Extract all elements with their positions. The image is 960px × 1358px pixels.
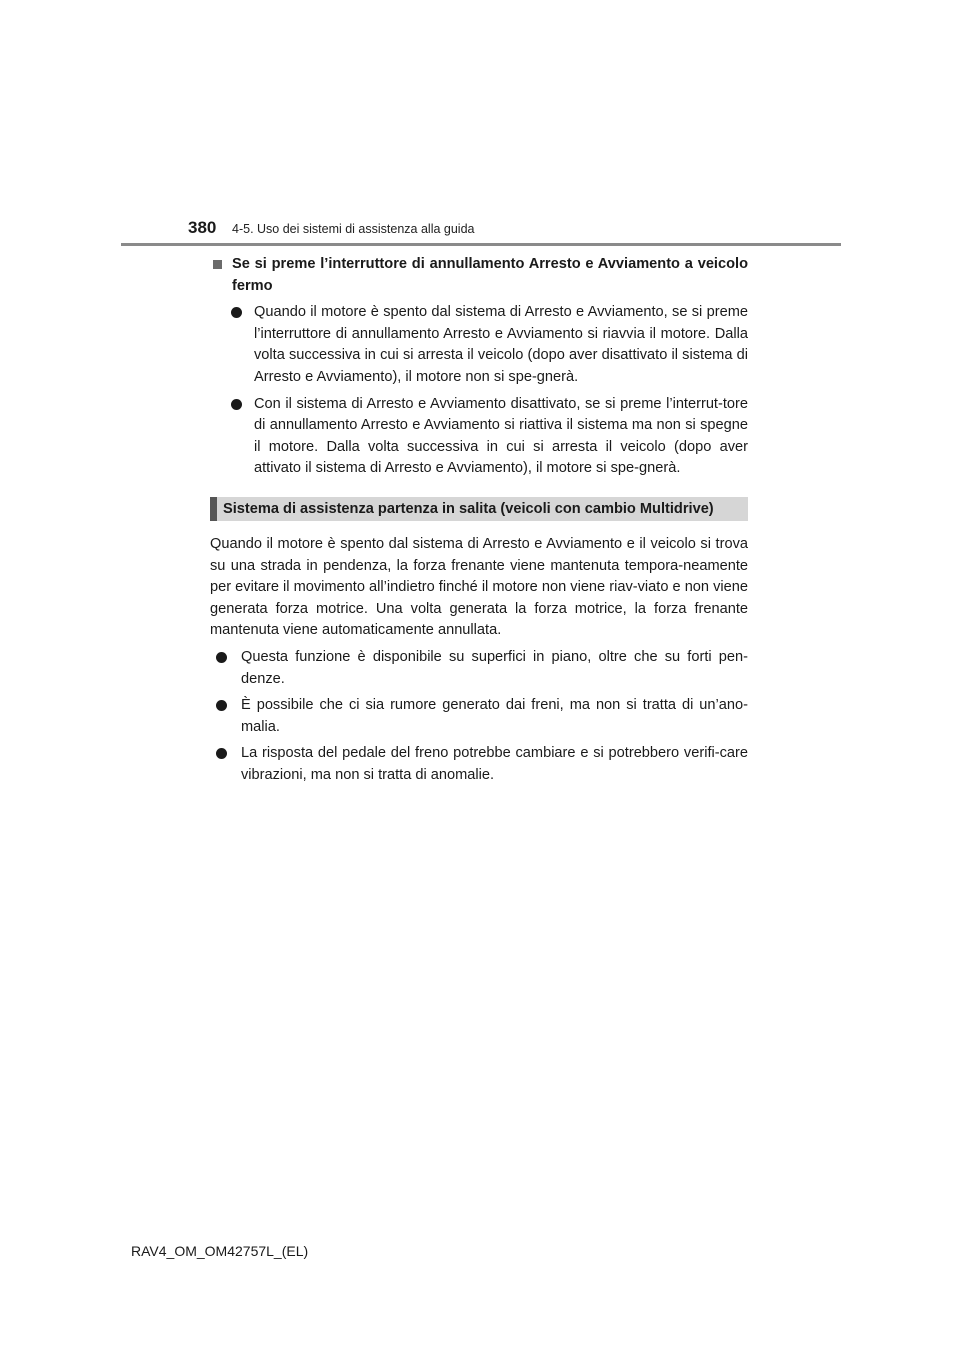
section-title: 4-5. Uso dei sistemi di assistenza alla guida xyxy=(232,222,475,236)
footer-doc-code: RAV4_OM_OM42757L_(EL) xyxy=(131,1243,309,1259)
bullet-dot-icon xyxy=(216,652,227,663)
list-item xyxy=(210,647,748,690)
list-item xyxy=(210,394,748,480)
list-item xyxy=(210,743,748,786)
header-rule xyxy=(121,243,841,246)
bullet-dot-icon xyxy=(216,700,227,711)
section-heading-bar: Sistema di assistenza partenza in salita (veicoli con cambio Multidrive) xyxy=(210,497,748,521)
subheading-text: Se si preme l’interruttore di annullamento Arresto e Avviamento a veicolo fermo xyxy=(232,256,748,294)
list-item-text: Con il sistema di Arresto e Avviamento disattivato, se si preme l’interrut-tore di annullamento Arresto e Avviamento si riattiva il sistema ma non si spegne il motore. Dalla volta successiva in cui si arresta il veicolo (dopo aver attivato il sistema di Arresto e Avviamento), il motore si spe-gnerà. xyxy=(254,395,748,477)
bullet-dot-icon xyxy=(231,399,242,410)
list-item-text: Questa funzione è disponibile su superfici in piano, oltre che su forti pen-denze. xyxy=(241,648,748,687)
list-item xyxy=(210,695,748,738)
bullet-list xyxy=(210,302,748,480)
list-item xyxy=(210,302,748,388)
bullet-dot-icon xyxy=(231,307,242,318)
bullet-dot-icon xyxy=(216,748,227,759)
content xyxy=(210,254,748,791)
subheading xyxy=(210,254,748,297)
square-bullet-icon xyxy=(213,260,222,269)
list-item-text: La risposta del pedale del freno potrebbe cambiare e si potrebbero verifi-care vibrazioni, ma non si tratta di anomalie. xyxy=(241,745,748,783)
list-item-text: È possibile che ci sia rumore generato dai freni, ma non si tratta di un’ano-malia. xyxy=(241,697,748,735)
body-paragraph: Quando il motore è spento dal sistema di Arresto e Avviamento e il veicolo si trova su una strada in pendenza, la forza frenante viene mantenuta tempora-neamente per evitare il movimento all’indietro finché il motore non viene riav-viato e non viene generata forza motrice. Una volta generata la forza motrice, la forza frenante mantenuta viene automaticamente annullata. xyxy=(210,535,748,639)
bullet-list xyxy=(210,647,748,787)
list-item-text: Quando il motore è spento dal sistema di Arresto e Avviamento, se si preme l’interruttore di annullamento Arresto e Avviamento si riavvia il motore. Dalla volta successiva in cui si arresta il veicolo (dopo aver disattivato il sistema di Arresto e Avviamento), il motore non si spe-gnerà. xyxy=(254,304,748,385)
page-number: 380 xyxy=(188,218,217,237)
